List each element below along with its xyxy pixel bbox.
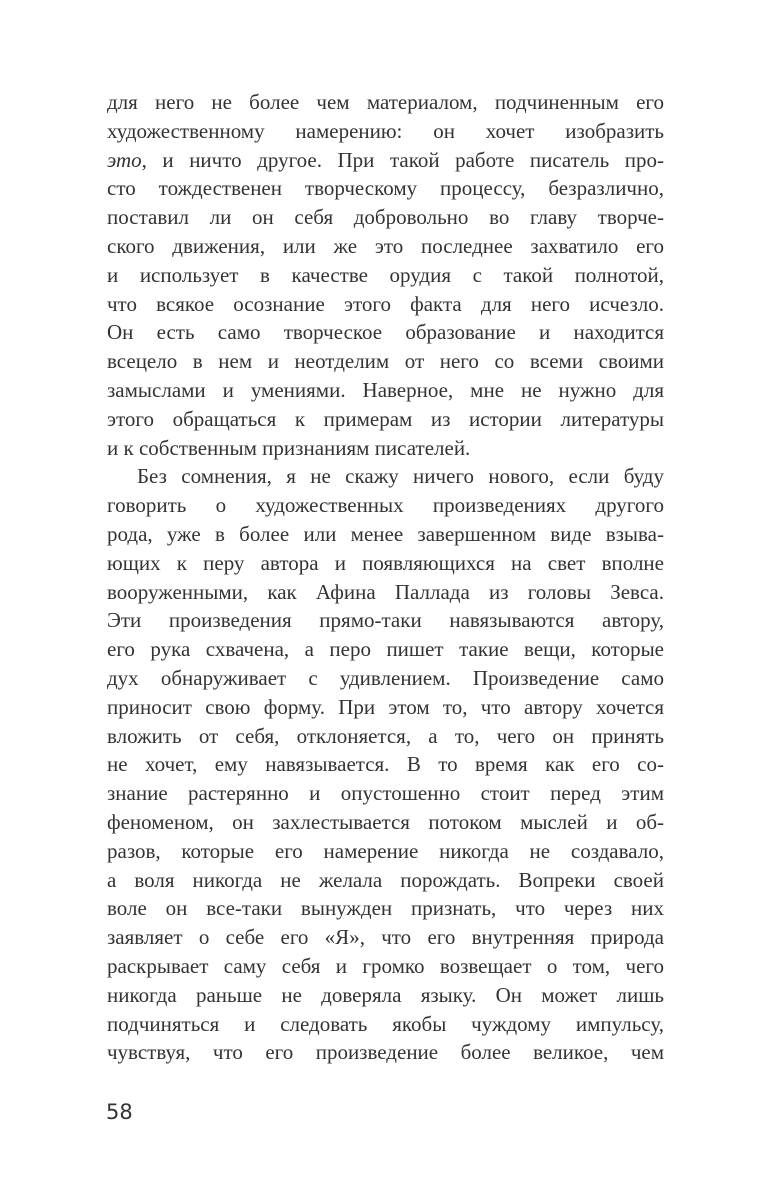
text-line: ющих к перу автора и появляющихся на свет вполне <box>107 550 664 575</box>
text-line: чувствуя, что его произведение более великое, чем <box>107 1040 664 1065</box>
text-line: вооруженными, как Афина Паллада из головы Зевса. <box>107 579 664 604</box>
page-text <box>107 88 664 1067</box>
text-line: феноменом, он захлестывается потоком мыслей и об- <box>107 809 664 834</box>
text-line: всецело в нем и неотделим от него со всеми своими <box>107 349 664 374</box>
text-line: Эти произведения прямо-таки навязываются автору, <box>107 608 664 633</box>
text-line: Он есть само творческое образование и находится <box>107 320 664 345</box>
text-line: раскрывает саму себя и громко возвещает о том, чего <box>107 953 664 978</box>
text-line: знание растерянно и опустошенно стоит перед этим <box>107 781 664 806</box>
text-line: заявляет о себе его «Я», что его внутренняя природа <box>107 925 664 950</box>
text-line: воле он все-таки вынужден признать, что через них <box>107 896 664 921</box>
text-line: художественному намерению: он хочет изобразить <box>107 118 664 143</box>
paragraph-1 <box>107 88 664 462</box>
text-line: говорить о художественных произведениях другого <box>107 493 664 518</box>
text-line: подчиняться и следовать якобы чуждому импульсу, <box>107 1011 664 1036</box>
text-line: поставил ли он себя добровольно во главу творче- <box>107 205 664 230</box>
text-line: что всякое осознание этого факта для него исчезло. <box>107 291 664 316</box>
text-line: и использует в качестве орудия с такой полнотой, <box>107 262 664 287</box>
text-line: дух обнаруживает с удивлением. Произведение само <box>107 665 664 690</box>
text-line: приносит свою форму. При этом то, что автору хочется <box>107 694 664 719</box>
italic-word: это <box>107 147 142 172</box>
text-line: разов, которые его намерение никогда не создавало, <box>107 838 664 863</box>
text-line: вложить от себя, отклоняется, а то, чего он принять <box>107 723 664 748</box>
text-line: ского движения, или же это последнее захватило его <box>107 233 664 258</box>
text-line: рода, уже в более или менее завершенном виде взыва- <box>107 521 664 546</box>
text-line: для него не более чем материалом, подчиненным его <box>107 90 664 114</box>
text-line <box>107 146 664 175</box>
text-line: замыслами и умениями. Наверное, мне не нужно для <box>107 377 664 402</box>
text-line-rest: , и ничто другое. При такой работе писатель про- <box>141 147 664 172</box>
text-line: сто тождественен творческому процессу, безразлично, <box>107 176 664 201</box>
text-line: и к собственным признаниям писателей. <box>107 435 471 460</box>
text-line: не хочет, ему навязывается. В то время как его со- <box>107 752 664 777</box>
page-number: 58 <box>106 1100 133 1124</box>
text-line: Без сомнения, я не скажу ничего нового, если буду <box>137 464 664 489</box>
text-line: а воля никогда не желала порождать. Вопреки своей <box>107 867 664 892</box>
paragraph-2 <box>107 462 664 1067</box>
text-line: этого обращаться к примерам из истории литературы <box>107 406 664 431</box>
text-line: никогда раньше не доверяла языку. Он может лишь <box>107 982 664 1007</box>
text-line: его рука схвачена, а перо пишет такие вещи, которые <box>107 637 664 662</box>
